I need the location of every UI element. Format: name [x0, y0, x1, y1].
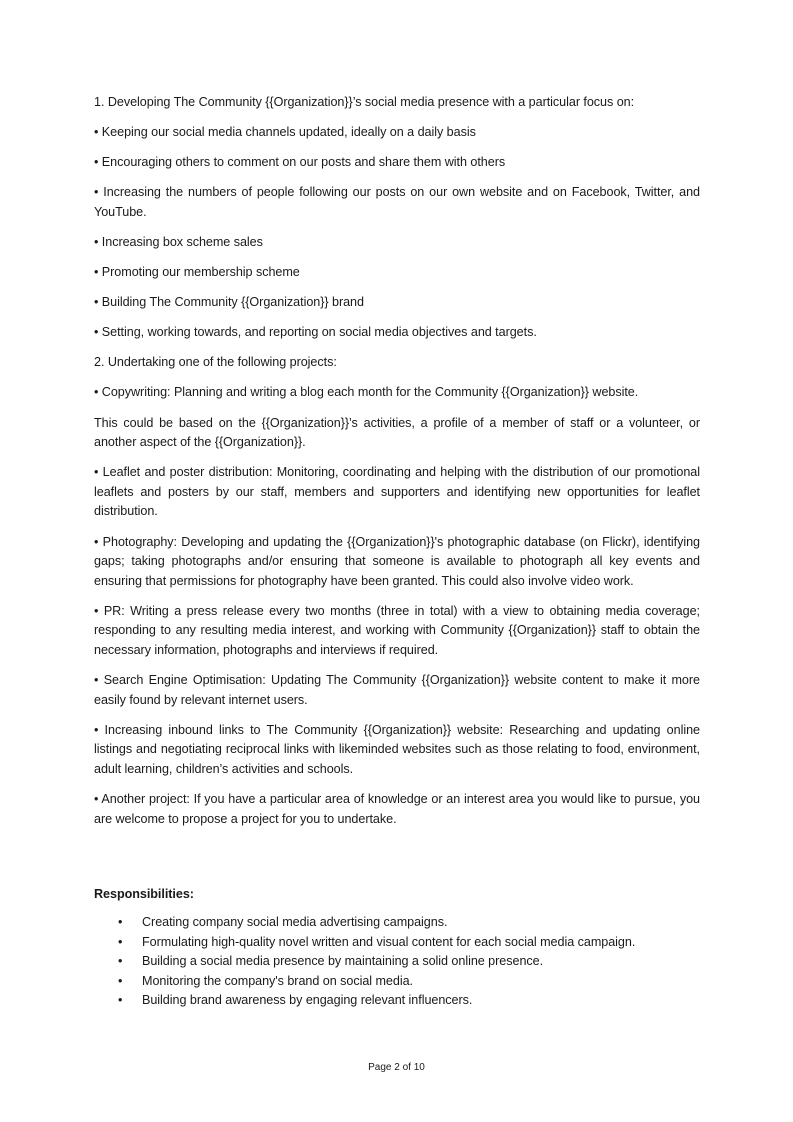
bullet-marker: • [118, 954, 123, 969]
paragraph: • Encouraging others to comment on our posts and share them with others [94, 155, 506, 170]
list-item-text: Monitoring the company's brand on social media. [142, 973, 413, 988]
list-item-text: Creating company social media advertising campaigns. [142, 915, 448, 929]
paragraph: • Increasing box scheme sales [94, 234, 263, 249]
paragraph: • Building The Community {{Organization}} brand [94, 295, 364, 310]
list-item-text: Building brand awareness by engaging relevant influencers. [142, 993, 473, 1008]
list-item-text: Formulating high-quality novel written and visual content for each social media campaign. [142, 934, 636, 949]
list-item [94, 952, 700, 972]
paragraph: 2. Undertaking one of the following projects: [94, 355, 337, 370]
list-item [94, 913, 700, 933]
paragraph: • Promoting our membership scheme [94, 265, 300, 280]
paragraph: This could be based on the {{Organization}}’s activities, a profile of a member of staff or a volunteer, or another aspect of the {{Organization}}. [94, 415, 700, 450]
paragraph: • Setting, working towards, and reporting on social media objectives and targets. [94, 325, 537, 340]
bullet-marker: • [118, 915, 123, 929]
paragraph: • Increasing the numbers of people following our posts on our own website and on Facebook, Twitter, and YouTube. [94, 185, 700, 219]
page-number: Page 2 of 10 [368, 1062, 425, 1073]
paragraph: • Increasing inbound links to The Community {{Organization}} website: Researching and updating online listings and negotiating reciprocal links with likeminded websites such as those relating to food, environment, adult learning, children’s activities and schools. [94, 722, 700, 776]
paragraph: • Leaflet and poster distribution: Monitoring, coordinating and helping with the distribution of our promotional leaflets and posters by our staff, members and supporters and identifying new opportunities for leaflet distribution. [94, 465, 700, 519]
paragraph: • Photography: Developing and updating the {{Organization}}'s photographic database (on Flickr), identifying gaps; taking photographs and/or ensuring that someone is available to photograph all key events and ensuring that permissions for photography have been granted. This could also involve video work. [94, 534, 700, 588]
paragraph: • Another project: If you have a particular area of knowledge or an interest area you would like to pursue, you are welcome to propose a project for you to undertake. [94, 792, 700, 826]
paragraph: 1. Developing The Community {{Organization}}’s social media presence with a particular focus on: [94, 95, 635, 109]
bullet-marker: • [118, 973, 123, 988]
list-item [94, 933, 700, 953]
bullet-marker: • [118, 993, 123, 1008]
responsibilities-list [94, 913, 700, 1011]
responsibilities-heading: Responsibilities: [94, 887, 194, 901]
list-item [94, 991, 700, 1011]
paragraph: • Search Engine Optimisation: Updating The Community {{Organization}} website content to make it more easily found by relevant internet users. [94, 673, 700, 707]
list-item [94, 972, 700, 992]
paragraph: • PR: Writing a press release every two months (three in total) with a view to obtaining media coverage; responding to any resulting media interest, and working with Community {{Organization}} staff to obtain the necessary information, photographs and interviews if required. [94, 603, 700, 657]
bullet-marker: • [118, 934, 123, 949]
list-item-text: Building a social media presence by maintaining a solid online presence. [142, 954, 544, 969]
paragraph: • Keeping our social media channels updated, ideally on a daily basis [94, 125, 476, 140]
document-body [94, 93, 700, 1008]
paragraph: • Copywriting: Planning and writing a blog each month for the Community {{Organization}} website. [94, 385, 639, 400]
